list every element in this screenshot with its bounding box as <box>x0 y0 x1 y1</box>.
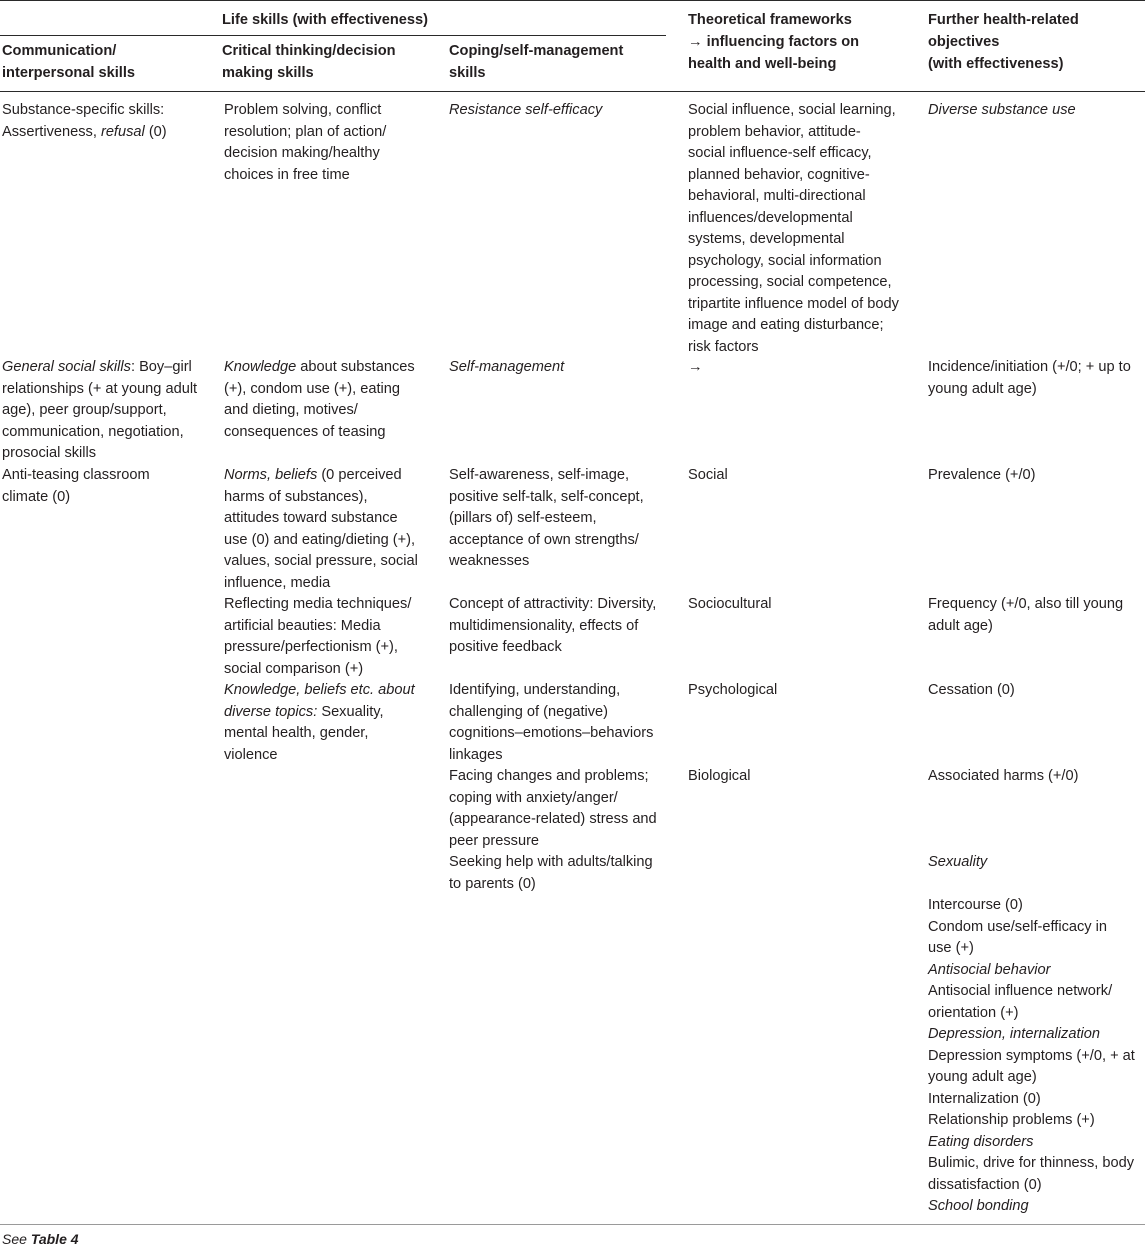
top-rule <box>0 0 1145 1</box>
life-skills-underline <box>0 35 666 36</box>
col3-self-management: Self-management <box>449 359 565 375</box>
col5-prevalence: Prevalence (+/0) <box>928 467 1036 483</box>
table-bottom-rule <box>0 1224 1145 1225</box>
header-life-skills-group: Life skills (with effectiveness) <box>222 12 429 28</box>
col1-general-social-skills: General social skills: Boy–girl relationships (+ at young adult age), peer group/support, communication, negotiation, prosocial skills <box>2 359 198 461</box>
col5-associated-harms: Associated harms (+/0) <box>928 768 1079 784</box>
col4-biological: Biological <box>688 768 751 784</box>
col2-problem-solving: Problem solving, conflict resolution; plan of action/ decision making/healthy choices in free time <box>224 102 387 183</box>
col5-further-outcomes: Intercourse (0) Condom use/self-efficacy in use (+) Antisocial behavior Antisocial influence network/ orientation (+) Depression, internalization Depression symptoms (+/0, + at young adult age) Internalization (0) Relationship problems (+) Eating disorders Bulimic, drive for thinness, body dissatisfaction (0) School bonding <box>928 897 1135 1214</box>
header-theoretical-frameworks: Theoretical frameworks → influencing factors on health and well-being <box>688 12 860 72</box>
header-communication: Communication/ interpersonal skills <box>2 43 136 81</box>
col2-knowledge: Knowledge about substances (+), condom use (+), eating and dieting, motives/ consequences of teasing <box>224 359 415 440</box>
col3-seeking-help: Seeking help with adults/talking to parents (0) <box>449 854 653 892</box>
header-bottom-rule <box>0 91 1145 92</box>
table-4-reference[interactable]: Table 4 <box>30 1231 79 1247</box>
table-footnote: See Table 4 <box>2 1231 79 1247</box>
col5-cessation: Cessation (0) <box>928 682 1015 698</box>
col3-concept-of-attractivity: Concept of attractivity: Diversity, multidimensionality, effects of positive feedback <box>449 596 657 655</box>
col3-identifying-cognitions: Identifying, understanding, challenging of (negative) cognitions–emotions–behaviors linkages <box>449 682 654 763</box>
col3-resistance-self-efficacy: Resistance self-efficacy <box>449 102 603 118</box>
col1-substance-specific-skills: Substance-specific skills: Assertiveness, refusal (0) <box>2 102 167 140</box>
header-critical-thinking: Critical thinking/decision making skills <box>222 43 396 81</box>
col2-reflecting-media: Reflecting media techniques/ artificial beauties: Media pressure/perfectionism (+), social comparison (+) <box>224 596 412 677</box>
col5-incidence: Incidence/initiation (+/0; + up to young adult age) <box>928 359 1131 397</box>
col5-sexuality: Sexuality <box>928 854 988 870</box>
col2-norms-beliefs: Norms, beliefs (0 perceived harms of substances), attitudes toward substance use (0) and eating/dieting (+), values, social pressure, social influence, media <box>224 467 418 591</box>
col1-anti-teasing: Anti-teasing classroom climate (0) <box>2 467 150 505</box>
header-coping: Coping/self-management skills <box>449 43 624 81</box>
col3-self-awareness: Self-awareness, self-image, positive self-talk, self-concept, (pillars of) self-esteem, acceptance of own strengths/ weaknesses <box>449 467 644 569</box>
col3-facing-changes: Facing changes and problems; coping with anxiety/anger/ (appearance-related) stress and peer pressure <box>449 768 657 849</box>
col4-social: Social <box>688 467 728 483</box>
header-health-objectives: Further health-related objectives (with effectiveness) <box>928 12 1079 72</box>
col5-diverse-substance-use: Diverse substance use <box>928 102 1076 118</box>
col4-arrow-icon: → <box>688 359 703 375</box>
col5-frequency: Frequency (+/0, also till young adult age) <box>928 596 1124 634</box>
col4-theories-list: Social influence, social learning, problem behavior, attitude- social influence-self efficacy, planned behavior, cognitive- behavioral, multi-directional influences/developmental systems, developmental psychology, social information processing, social competence, tripartite influence model of body image and eating disturbance; risk factors <box>688 102 899 355</box>
col2-knowledge-diverse-topics: Knowledge, beliefs etc. about diverse topics: Sexuality, mental health, gender, violence <box>224 682 415 763</box>
col4-sociocultural: Sociocultural <box>688 596 772 612</box>
col4-psychological: Psychological <box>688 682 778 698</box>
